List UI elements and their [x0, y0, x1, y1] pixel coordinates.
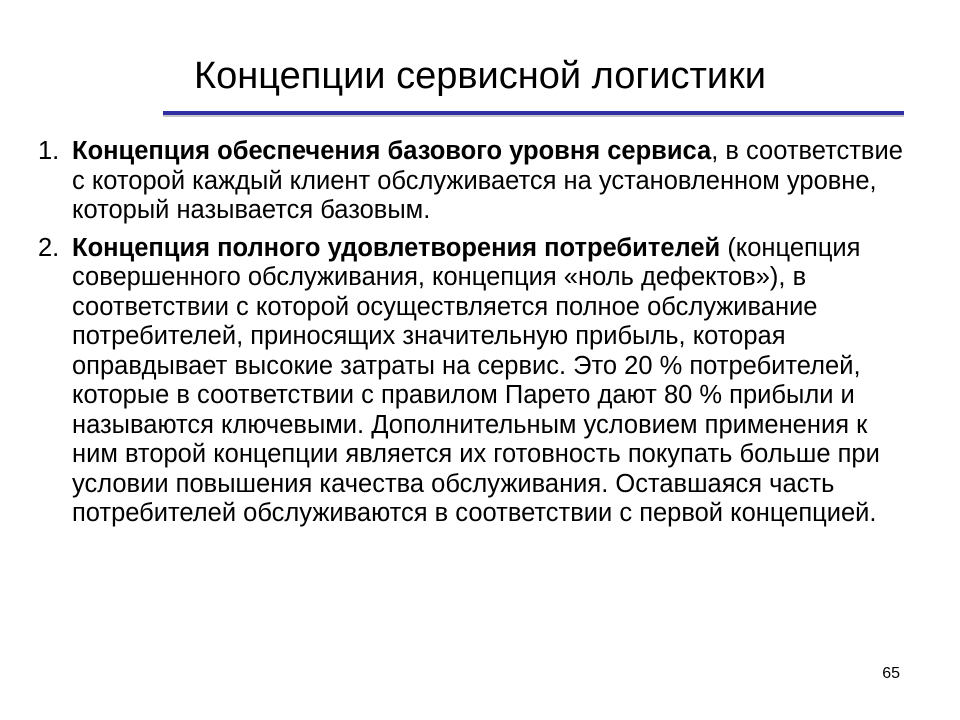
title-underline	[163, 111, 904, 117]
item-number: 1.	[38, 137, 60, 165]
list-item	[38, 234, 918, 529]
item-heading: Концепция обеспечения базового уровня сервиса	[72, 137, 712, 165]
item-heading: Концепция полного удовлетворения потребителей	[72, 233, 721, 262]
item-text: (концепция совершенного обслуживания, концепция «ноль дефектов»), в соответствии с которой осуществляется полное обслуживание потребителей, приносящих значительную прибыль, которая оправдывает высокие затраты на сервис. Это 20 % потребителей, которые в соответствии с правилом Парето дают 80 % прибыли и называются ключевыми. Дополнительным условием применения к ним второй концепции является их готовность покупать больше при условии повышения качества обслуживания. Оставшаяся часть потребителей обслуживаются в соответствии с первой концепцией.	[72, 233, 880, 527]
list-item	[38, 137, 918, 226]
page-number: 65	[882, 665, 900, 682]
item-text: , в соответствие с которой каждый клиент обслуживается на установленном уровне, который называется базовым.	[72, 137, 903, 224]
concept-list	[38, 137, 918, 537]
item-number: 2.	[38, 233, 60, 262]
slide-title: Концепции сервисной логистики	[194, 55, 766, 97]
